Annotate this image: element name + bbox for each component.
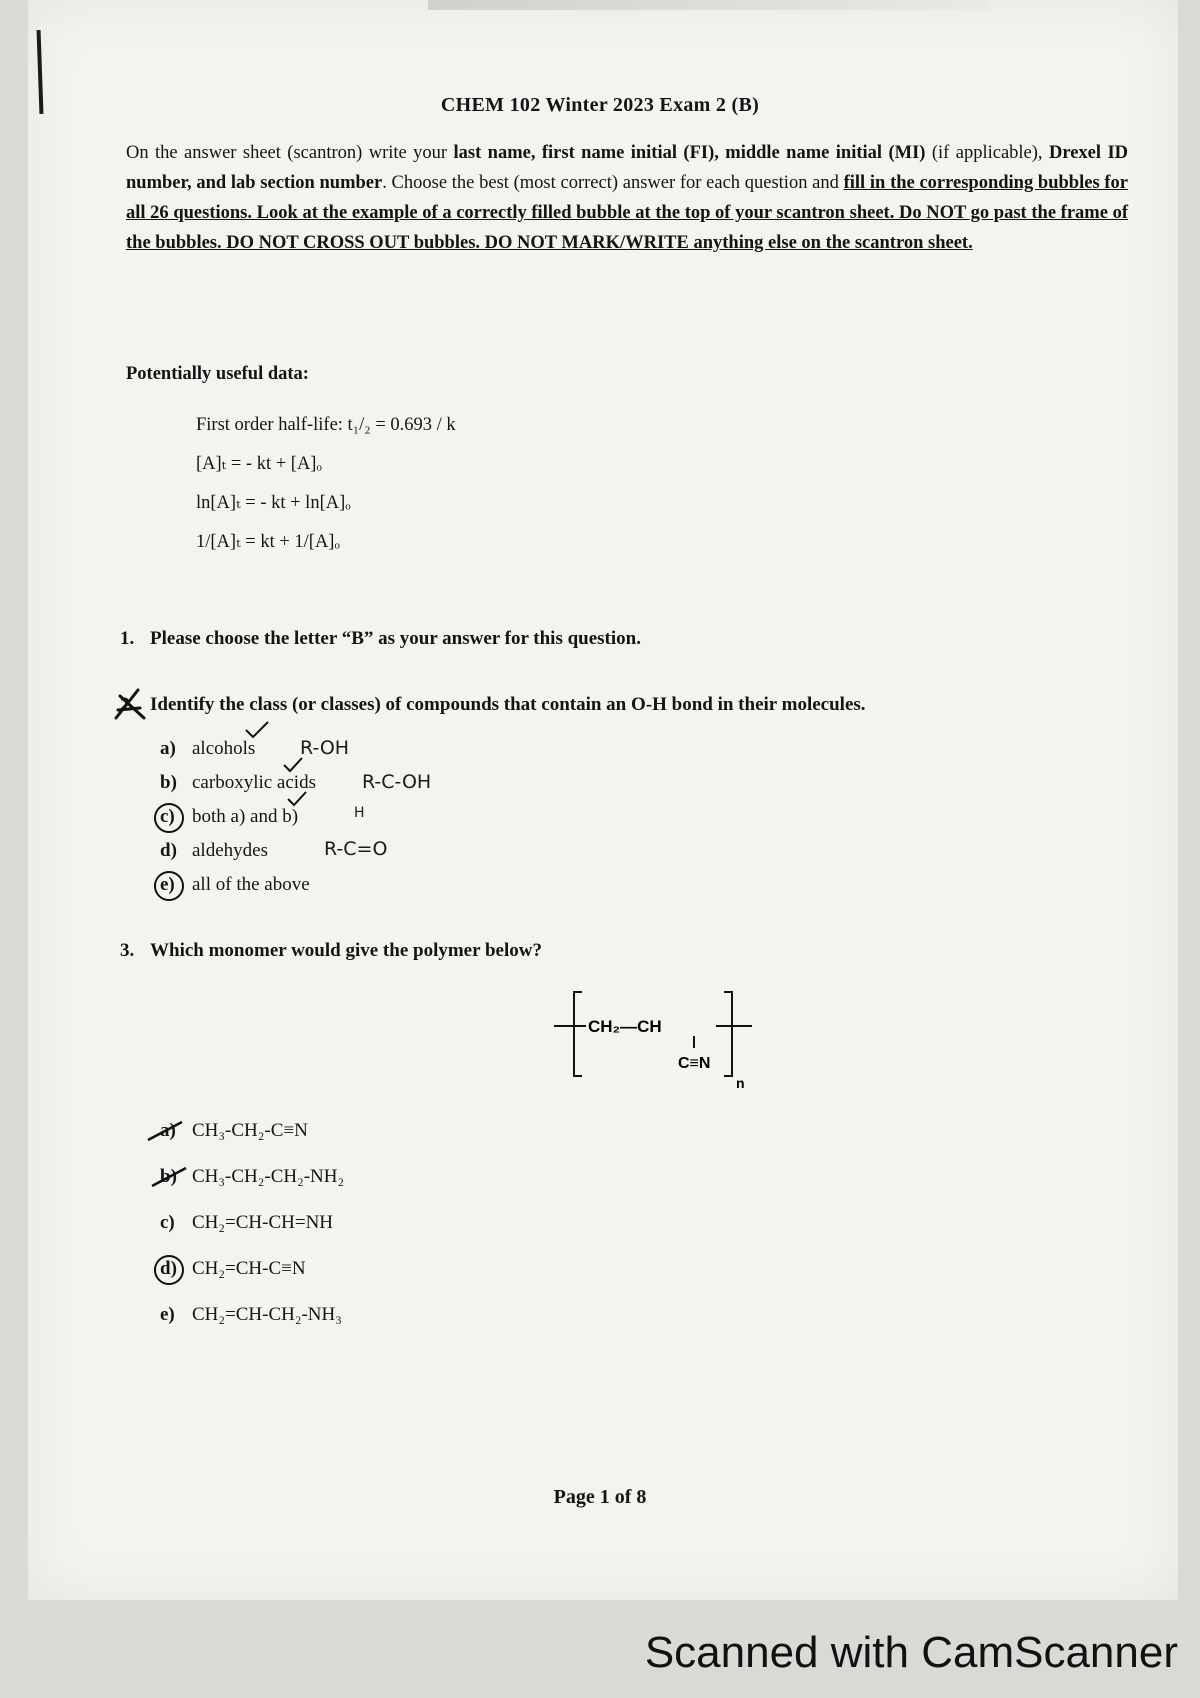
- q3-option-d: d) CH₂=CH-C≡N: [160, 1246, 344, 1292]
- scan-smudge: [428, 0, 988, 10]
- formula-second-order: 1/[A]ₜ = kt + 1/[A]ₒ: [196, 532, 340, 552]
- polymer-repeat: n: [736, 1075, 745, 1091]
- handwritten-note: R-OH: [300, 737, 350, 759]
- check-mark-icon: [244, 720, 270, 740]
- q2-option-d: d) aldehydes: [160, 840, 268, 861]
- q2-option-e: e) all of the above: [160, 868, 316, 902]
- check-mark-icon: [282, 756, 304, 774]
- formula-list: [196, 406, 456, 562]
- q2-option-c: c) both a) and b): [160, 800, 316, 834]
- strike-mark-icon: [146, 1118, 186, 1144]
- polymer-structure: [548, 984, 758, 1094]
- handwritten-note: R-C=O: [324, 838, 388, 860]
- question-1: 1. Please choose the letter “B” as your answer for this question.: [120, 628, 641, 649]
- scanner-watermark: Scanned with CamScanner: [644, 1628, 1178, 1677]
- q3-option-b: b) CH₃-CH₂-CH₂-NH₂: [160, 1154, 344, 1200]
- circled-answer-icon: [154, 871, 184, 901]
- q2-option-a: a) alcohols: [160, 738, 256, 759]
- page-title: CHEM 102 Winter 2023 Exam 2 (B): [440, 94, 760, 116]
- handwritten-note: H: [354, 805, 365, 821]
- formula-first-order: ln[A]ₜ = - kt + ln[A]ₒ: [196, 493, 351, 513]
- question-2: 2. Identify the class (or classes) of compounds that contain an O-H bond in their molecules.: [120, 694, 866, 716]
- handwritten-note: R-C-OH: [362, 771, 432, 793]
- q3-option-c: c) CH₂=CH-CH=NH: [160, 1212, 334, 1233]
- circled-answer-icon: [154, 1255, 184, 1285]
- formula-half-life: First order half-life: t₁/₂ = 0.693 / k: [196, 415, 456, 435]
- check-mark-icon: [286, 790, 308, 808]
- instructions: On the answer sheet (scantron) write your last name, first name initial (FI), middle name initial (MI) (if applicable), Drexel ID number, and lab section number. Choose the best (most correct) answer for each question and fill in the corresponding bubbles for all 26 questions. Look at the example of a correctly filled bubble at the top of your scantron sheet. Do NOT go past the frame of the bubbles. DO NOT CROSS OUT bubbles. DO NOT MARK/WRITE anything else on the scantron sheet.: [126, 143, 1128, 253]
- q3-option-a: a) CH₃-CH₂-C≡N: [160, 1108, 344, 1154]
- question-3: 3. Which monomer would give the polymer below?: [120, 940, 542, 961]
- polymer-substituent: C≡N: [678, 1055, 711, 1072]
- q3-option-e: e) CH₂=CH-CH₂-NH₃: [160, 1304, 342, 1325]
- formula-zero-order: [A]ₜ = - kt + [A]ₒ: [196, 454, 322, 474]
- page-number: Page 1 of 8: [553, 1486, 647, 1508]
- cross-mark-icon: [110, 688, 150, 722]
- circled-answer-icon: [154, 803, 184, 833]
- question-3-options: [160, 1108, 344, 1338]
- data-heading: Potentially useful data:: [126, 364, 309, 384]
- polymer-chain: CH₂—CH: [588, 1017, 662, 1036]
- strike-mark-icon: [150, 1164, 190, 1190]
- q2-option-b: b) carboxylic acids: [160, 772, 316, 793]
